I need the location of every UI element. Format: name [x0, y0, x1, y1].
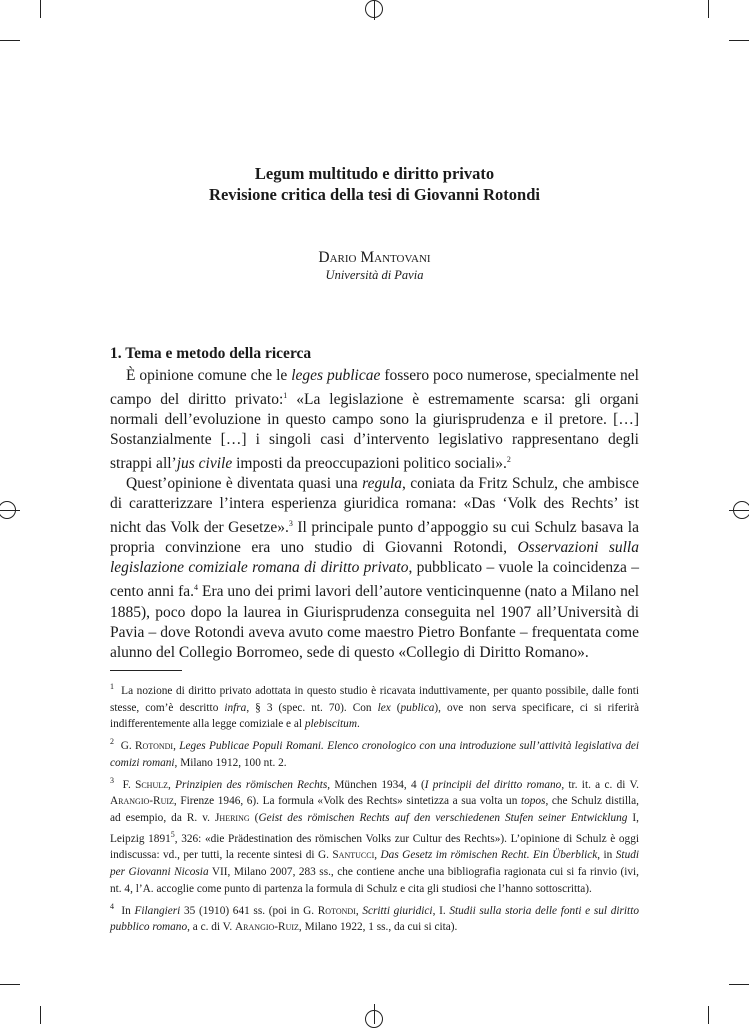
footnote-ref[interactable]: 1: [283, 391, 288, 400]
footnote-4: $^4$ In Filangieri 35 (1910) 641 ss. (poi in G. Rotondi, Scritti giuridici, I. Studii sulla storia delle fonti e sul diritto pubblico romano, a c. di V. Arangio-Ruiz, Milano 1922, 1 ss., da cui si cita).: [110, 901, 639, 934]
footnote-ref[interactable]: 3: [288, 519, 293, 529]
footnote-ref[interactable]: 2: [506, 455, 511, 465]
registration-mark: [733, 501, 749, 519]
article-title-line2: Revisione critica della tesi di Giovanni Rotondi: [209, 185, 540, 204]
crop-mark: [0, 40, 20, 41]
author-affiliation: Università di Pavia: [325, 268, 424, 282]
crop-mark: [708, 1006, 709, 1024]
crop-mark: [729, 40, 749, 41]
footnotes: [110, 679, 639, 937]
crop-mark: [708, 0, 709, 18]
registration-mark: [365, 0, 383, 18]
registration-mark: [0, 501, 16, 519]
author-name: Dario Mantovani: [318, 249, 431, 266]
crop-mark: [0, 984, 20, 985]
footnote-3: $^3$ F. Schulz, Prinzipien des römischen Rechts, München 1934, 4 (I principii del diritto romano, tr. it. a c. di V. Arangio-Ruiz, Firenze 1946, 6). La formula «Volk des Rechts» sintetizza a sua volta un topos, che Schulz distilla, ad esempio, da R. v. Jhering (Geist des römischen Rechts auf den verschiedenen Stufen seiner Entwicklung I, Leipzig 1891$^5$, 326: «die Prädestination des römischen Volks zur Cultur des Rechts»). L’opinione di Schulz è oggi indiscussa: vd., per tutti, la recente sintesi di G. Santucci, Das Gesetz im römischen Recht. Ein Überblick, in Studi per Giovanni Nicosia VII, Milano 2007, 283 ss., che contiene anche una bibliografia ragionata cui si fa rinvio (ivi, nt. 4, l’A. accoglie come punto di partenza la formula di Schulz e cita gli studiosi che l’hanno sottoscritta).: [110, 775, 640, 895]
footnote-ref[interactable]: 4: [194, 583, 199, 593]
registration-mark: [365, 1010, 383, 1028]
footnote-separator: [110, 670, 182, 671]
crop-mark: [40, 1006, 41, 1024]
footnote-2: $^2$ G. Rotondi, Leges Publicae Populi Romani. Elenco cronologico con una introduzione sull’attività legislativa dei comizi romani, Milano 1912, 100 nt. 2.: [110, 737, 640, 769]
footnote-1: $^1$ La nozione di diritto privato adottata in questo studio è ricavata induttivamente, per quanto possibile, dalle fonti stesse, com’è descritto infra, § 3 (spec. nt. 70). Con lex (publica), ove non serva specificare, ci si riferirà indifferentemente alla legge comiziale e al plebiscitum.: [110, 682, 640, 731]
section-heading: 1. Tema e metodo della ricerca: [110, 345, 312, 362]
article-title-line1: Legum multitudo e diritto privato: [254, 164, 495, 183]
body-text: [110, 366, 639, 663]
paragraph: Quest’opinione è diventata quasi una regula, coniata da Fritz Schulz, che ambisce di caratterizzare l’intera esperienza giuridica romana: «Das ‘Volk des Rechts’ ist nicht das Volk der Gesetze».$^3$ Il principale punto d’appoggio su cui Schulz basava la propria convinzione era uno studio di Giovanni Rotondi, Osservazioni sulla legislazione comiziale romana di diritto privato, pubblicato – vuole la coincidenza – cento anni fa.$^4$ Era uno dei primi lavori dell’autore venticinquenne (nato a Milano nel 1885), poco dopo la laurea in Giurisprudenza conseguita nel 1907 all’Università di Pavia – dove Rotondi aveva avuto come maestro Pietro Bonfante – frequentata come alunno del Collegio Borromeo, sede di questo «Collegio di Diritto Romano».: [110, 475, 640, 661]
paragraph: È opinione comune che le leges publicae fossero poco numerose, specialmente nel campo del diritto privato:$^1$ «La legislazione è estremamente scarsa: gli organi normali dell’evoluzione in questo campo sono la giurisprudenza e il pretore. […] Sostanzialmente […] i singoli casi d’intervento legislativo rappresentano degli strappi all’jus civile imposti da preoccupazioni politico sociali».$^2$: [110, 367, 639, 473]
crop-mark: [729, 984, 749, 985]
crop-mark: [40, 0, 41, 18]
